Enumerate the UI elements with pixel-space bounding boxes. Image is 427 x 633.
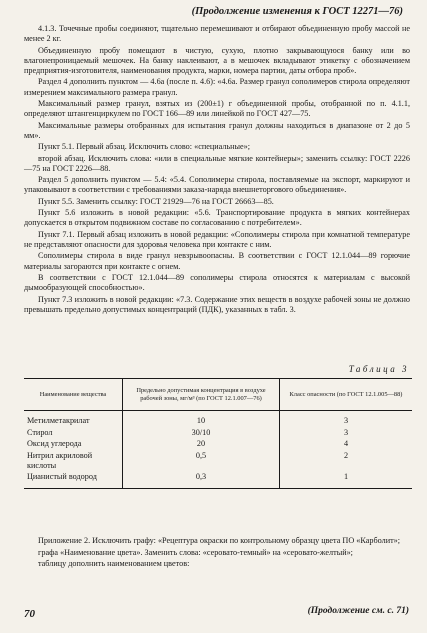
concentration-value: 0,3 [123, 471, 280, 488]
paragraph: Раздел 5 дополнить пунктом — 5.4: «5.4. Сополимеры стирола, поставляемые на экспорт, маркируют и упаковывают в соответствии с требованиями заказа-наряда внешнеторгового объединения». [24, 175, 410, 195]
paragraph: Сополимеры стирола в виде гранул невзрывоопасны. В соответствии с ГОСТ 12.1.044—89 горючие материалы загораются при контакте с огнем. [24, 251, 410, 271]
paragraph: Приложение 2. Исключить графу: «Рецептура окраски по контрольному образцу цвета ПО «Карболит»; [38, 536, 401, 545]
paragraph: Пункт 5.5. Заменить ссылку: ГОСТ 21929—76 на ГОСТ 26663—85. [38, 196, 274, 206]
column-header-hazard-class: Класс опасности (по ГОСТ 12.1.005—88) [280, 379, 413, 411]
hazard-class-value: 3 [280, 427, 413, 439]
table-row [24, 450, 412, 471]
paragraph: таблицу дополнить наименованием цветов: [38, 559, 190, 569]
substance-name: Цианистый водород [24, 471, 123, 488]
paragraph: Пункт 5.6 изложить в новой редакции: «5.6. Транспортирование продукта в мягких контейнерах допускается в открытом подвижном составе по согласованию с потребителем». [24, 208, 410, 228]
substance-name: Нитрил акриловой кислоты [27, 450, 93, 470]
concentration-value: 10 [123, 411, 280, 427]
hazard-class-value: 4 [280, 438, 413, 450]
concentration-value: 30/10 [123, 427, 280, 439]
table-row [24, 411, 412, 427]
paragraph: Максимальный размер гранул, взятых из (200±1) г объединенной пробы, отобранной по п. 4.1.1, определяют штангенциркулем по ГОСТ 166—89 или линейкой по ГОСТ 427—75. [24, 98, 410, 119]
table-row [24, 471, 412, 488]
table-caption: Таблица 3 [348, 364, 409, 374]
paragraph: второй абзац. Исключить слова: «или в специальные мягкие контейнеры»; заменить ссылку: ГОСТ 2226—75 на ГОСТ 2226—88. [24, 153, 410, 173]
substance-name: Стирол [27, 427, 53, 437]
page-number: 70 [24, 608, 35, 620]
paragraph: Пункт 5.1. Первый абзац. Исключить слово: «специальные»; [38, 142, 251, 152]
substances-table [24, 378, 412, 489]
hazard-class-value: 3 [280, 411, 413, 427]
paragraph: Объединенную пробу помещают в чистую, сухую, плотно закрывающуюся банку или во влагонепроницаемый мешочек. На банку наклеивают, а в мешочек вкладывают этикетку с обозначением предприятия-изготовителя, наименования продукта, марки, номера партии, даты отбора проб». [24, 45, 410, 75]
substance-name: Метилметакрилат [27, 416, 90, 426]
substance-name: Оксид углерода [27, 439, 82, 449]
document-body [24, 24, 410, 316]
concentration-value: 20 [123, 438, 280, 450]
table-row [24, 427, 412, 439]
paragraph: 4.1.3. Точечные пробы соединяют, тщательно перемешивают и отбирают объединенную пробу массой не менее 2 кг. [24, 24, 410, 44]
hazard-class-value: 1 [280, 471, 413, 488]
concentration-value: 0,5 [123, 450, 280, 471]
table-header-row [24, 379, 412, 411]
paragraph: Пункт 7.3 изложить в новой редакции: «7.3. Содержание этих веществ в воздухе рабочей зоны не должно превышать предельно допустимых концентраций (ПДК), указанных в табл. 3. [24, 294, 410, 314]
paragraph: графа «Наименование цвета». Заменить слова: «серовато-темный» на «серовато-желтый»; [38, 547, 353, 557]
table-row [24, 438, 412, 450]
column-header-substance: Наименование вещества [24, 379, 123, 411]
paragraph: Раздел 4 дополнить пунктом — 4.6а (после п. 4.6): «4.6а. Размер гранул сополимеров стирола определяют измерением максимального размера гранул. [24, 77, 410, 97]
continuation-note: (Продолжение см. с. 71) [307, 606, 409, 616]
paragraph: Максимальные размеры отобранных для испытания гранул должны находиться в диапазоне от 2 до 5 мм». [24, 120, 410, 140]
paragraph: В соответствии с ГОСТ 12.1.044—89 сополимеры стирола относятся к материалам с высокой дымообразующей способностью». [24, 272, 410, 293]
hazard-class-value: 2 [280, 450, 413, 471]
running-header: (Продолжение изменения к ГОСТ 12271—76) [191, 6, 403, 17]
paragraph: Пункт 7.1. Первый абзац изложить в новой редакции: «Сополимеры стирола при комнатной температуре не представляют опасности для здоровья человека при контакте с ним. [24, 229, 410, 249]
column-header-concentration: Предельно допустимая концентрация в воздухе рабочей зоны, мг/м³ (по ГОСТ 12.1.007—76) [123, 379, 280, 411]
appendix-amendments [24, 536, 410, 571]
